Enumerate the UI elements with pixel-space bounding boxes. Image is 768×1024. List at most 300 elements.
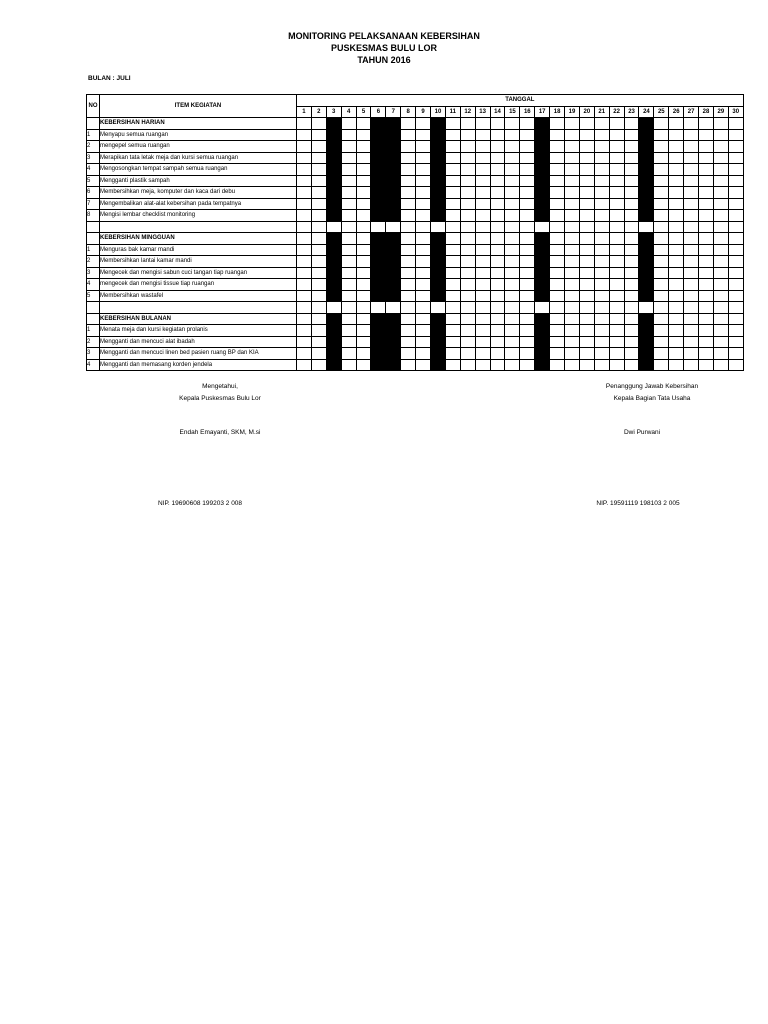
day-cell xyxy=(460,198,475,210)
signature-left-line1: Mengetahui, xyxy=(202,383,238,390)
day-cell xyxy=(565,129,580,141)
day-cell xyxy=(684,325,699,337)
day-cell xyxy=(639,198,654,210)
day-cell xyxy=(624,233,639,245)
day-cell xyxy=(341,348,356,360)
day-cell xyxy=(609,129,624,141)
day-cell xyxy=(699,187,714,199)
day-cell xyxy=(356,302,371,314)
table-row xyxy=(87,279,744,291)
empty-item-cell xyxy=(100,302,297,314)
day-cell xyxy=(654,175,669,187)
day-cell xyxy=(728,279,743,291)
day-cell xyxy=(535,325,550,337)
day-cell xyxy=(505,129,520,141)
day-cell xyxy=(684,210,699,222)
day-cell xyxy=(356,244,371,256)
day-cell xyxy=(654,164,669,176)
day-cell xyxy=(371,210,386,222)
day-cell xyxy=(401,221,416,233)
day-number: 15 xyxy=(505,106,520,118)
day-cell xyxy=(713,175,728,187)
day-cell xyxy=(624,210,639,222)
day-cell xyxy=(728,198,743,210)
day-cell xyxy=(669,336,684,348)
day-cell xyxy=(505,198,520,210)
table-row xyxy=(87,256,744,268)
day-cell xyxy=(550,336,565,348)
day-cell xyxy=(475,118,490,130)
day-cell xyxy=(654,187,669,199)
day-cell xyxy=(639,279,654,291)
day-cell xyxy=(490,244,505,256)
day-cell xyxy=(713,129,728,141)
day-cell xyxy=(684,244,699,256)
day-cell xyxy=(326,348,341,360)
day-cell xyxy=(445,256,460,268)
day-cell xyxy=(654,325,669,337)
day-cell xyxy=(311,348,326,360)
day-cell xyxy=(431,325,446,337)
day-cell xyxy=(460,290,475,302)
day-cell xyxy=(356,348,371,360)
day-cell xyxy=(341,175,356,187)
day-cell xyxy=(565,313,580,325)
day-cell xyxy=(579,152,594,164)
day-cell xyxy=(356,187,371,199)
day-cell xyxy=(639,359,654,371)
day-cell xyxy=(460,244,475,256)
day-cell xyxy=(505,325,520,337)
day-number: 27 xyxy=(684,106,699,118)
day-cell xyxy=(535,118,550,130)
day-cell xyxy=(386,118,401,130)
day-cell xyxy=(356,210,371,222)
day-cell xyxy=(341,244,356,256)
day-cell xyxy=(699,129,714,141)
day-cell xyxy=(684,256,699,268)
day-cell xyxy=(445,118,460,130)
day-cell xyxy=(565,325,580,337)
day-cell xyxy=(460,267,475,279)
day-cell xyxy=(416,267,431,279)
day-cell xyxy=(699,290,714,302)
day-cell xyxy=(431,290,446,302)
day-cell xyxy=(699,359,714,371)
day-cell xyxy=(326,164,341,176)
day-cell xyxy=(550,359,565,371)
row-number: 5 xyxy=(87,290,100,302)
day-cell xyxy=(654,302,669,314)
day-cell xyxy=(431,348,446,360)
table-row xyxy=(87,244,744,256)
day-cell xyxy=(579,359,594,371)
day-cell xyxy=(311,290,326,302)
day-cell xyxy=(624,359,639,371)
day-cell xyxy=(654,256,669,268)
day-cell xyxy=(505,152,520,164)
day-cell xyxy=(416,141,431,153)
day-cell xyxy=(401,175,416,187)
day-cell xyxy=(490,302,505,314)
day-cell xyxy=(669,221,684,233)
day-cell xyxy=(356,313,371,325)
day-cell xyxy=(445,302,460,314)
day-number: 11 xyxy=(445,106,460,118)
day-cell xyxy=(311,210,326,222)
day-cell xyxy=(371,325,386,337)
day-cell xyxy=(490,325,505,337)
day-cell xyxy=(326,187,341,199)
no-header: NO xyxy=(87,95,100,118)
day-cell xyxy=(505,302,520,314)
day-cell xyxy=(401,210,416,222)
day-cell xyxy=(699,164,714,176)
day-cell xyxy=(669,164,684,176)
table-row xyxy=(87,325,744,337)
day-cell xyxy=(401,187,416,199)
day-cell xyxy=(505,348,520,360)
day-cell xyxy=(326,279,341,291)
day-cell xyxy=(431,164,446,176)
day-cell xyxy=(520,210,535,222)
day-cell xyxy=(624,175,639,187)
day-cell xyxy=(490,290,505,302)
day-cell xyxy=(639,129,654,141)
day-cell xyxy=(728,348,743,360)
day-cell xyxy=(594,175,609,187)
day-cell xyxy=(594,141,609,153)
day-cell xyxy=(639,118,654,130)
day-cell xyxy=(505,244,520,256)
day-cell xyxy=(505,164,520,176)
row-number: 3 xyxy=(87,348,100,360)
day-cell xyxy=(505,118,520,130)
day-cell xyxy=(445,233,460,245)
day-cell xyxy=(371,279,386,291)
table-row xyxy=(87,164,744,176)
day-cell xyxy=(728,359,743,371)
day-number: 2 xyxy=(311,106,326,118)
signature-left-nip: NIP. 19690608 199203 2 008 xyxy=(157,500,243,507)
day-cell xyxy=(728,175,743,187)
day-cell xyxy=(684,221,699,233)
monitoring-table xyxy=(86,94,744,371)
day-cell xyxy=(520,198,535,210)
day-cell xyxy=(326,267,341,279)
date-header: TANGGAL xyxy=(297,95,744,107)
day-cell xyxy=(639,336,654,348)
day-cell xyxy=(684,313,699,325)
day-cell xyxy=(520,141,535,153)
day-cell xyxy=(460,302,475,314)
day-cell xyxy=(386,256,401,268)
day-cell xyxy=(699,152,714,164)
day-cell xyxy=(713,198,728,210)
empty-no-cell xyxy=(87,233,100,245)
row-number: 7 xyxy=(87,198,100,210)
signature-right-nip: NIP. 19591119 198103 2 005 xyxy=(596,500,680,507)
day-cell xyxy=(713,313,728,325)
day-cell xyxy=(505,210,520,222)
day-cell xyxy=(431,198,446,210)
day-cell xyxy=(699,336,714,348)
day-cell xyxy=(669,233,684,245)
day-cell xyxy=(356,256,371,268)
day-cell xyxy=(401,279,416,291)
day-cell xyxy=(579,129,594,141)
day-cell xyxy=(579,336,594,348)
day-cell xyxy=(654,313,669,325)
day-cell xyxy=(624,187,639,199)
day-cell xyxy=(684,348,699,360)
day-cell xyxy=(550,348,565,360)
day-cell xyxy=(520,336,535,348)
day-cell xyxy=(475,359,490,371)
day-cell xyxy=(386,313,401,325)
day-cell xyxy=(341,336,356,348)
day-cell xyxy=(684,279,699,291)
day-number: 19 xyxy=(565,106,580,118)
day-cell xyxy=(297,187,312,199)
day-cell xyxy=(579,187,594,199)
day-cell xyxy=(550,198,565,210)
day-cell xyxy=(416,313,431,325)
day-cell xyxy=(460,129,475,141)
day-cell xyxy=(713,164,728,176)
day-cell xyxy=(445,325,460,337)
day-cell xyxy=(728,210,743,222)
table-row xyxy=(87,267,744,279)
day-cell xyxy=(713,359,728,371)
day-cell xyxy=(579,290,594,302)
day-cell xyxy=(505,187,520,199)
activity-item: Mengganti dan mencuci linen bed pasien ruang BP dan KIA xyxy=(100,348,297,360)
day-cell xyxy=(609,244,624,256)
day-cell xyxy=(565,175,580,187)
day-cell xyxy=(609,279,624,291)
day-cell xyxy=(356,279,371,291)
day-cell xyxy=(416,302,431,314)
day-cell xyxy=(326,359,341,371)
day-cell xyxy=(579,302,594,314)
day-cell xyxy=(728,302,743,314)
day-cell xyxy=(684,187,699,199)
signature-right-name: Dwi Purwani xyxy=(623,429,661,436)
day-cell xyxy=(609,313,624,325)
day-cell xyxy=(669,325,684,337)
row-number: 6 xyxy=(87,187,100,199)
day-cell xyxy=(728,290,743,302)
day-cell xyxy=(713,302,728,314)
day-cell xyxy=(416,187,431,199)
day-cell xyxy=(505,336,520,348)
activity-item: Menyapu semua ruangan xyxy=(100,129,297,141)
day-cell xyxy=(535,221,550,233)
day-cell xyxy=(297,302,312,314)
day-cell xyxy=(594,129,609,141)
table-row xyxy=(87,210,744,222)
day-cell xyxy=(550,290,565,302)
day-cell xyxy=(475,279,490,291)
day-cell xyxy=(416,359,431,371)
day-cell xyxy=(624,279,639,291)
day-cell xyxy=(297,244,312,256)
day-cell xyxy=(594,221,609,233)
day-cell xyxy=(416,336,431,348)
day-cell xyxy=(386,129,401,141)
day-cell xyxy=(639,175,654,187)
day-cell xyxy=(594,233,609,245)
day-cell xyxy=(520,359,535,371)
day-cell xyxy=(475,221,490,233)
day-cell xyxy=(311,313,326,325)
day-cell xyxy=(341,313,356,325)
day-cell xyxy=(565,152,580,164)
day-cell xyxy=(311,244,326,256)
day-cell xyxy=(416,221,431,233)
day-cell xyxy=(356,359,371,371)
day-cell xyxy=(371,233,386,245)
day-cell xyxy=(460,279,475,291)
day-cell xyxy=(371,141,386,153)
day-cell xyxy=(460,256,475,268)
day-cell xyxy=(684,290,699,302)
day-cell xyxy=(386,221,401,233)
day-cell xyxy=(356,290,371,302)
day-cell xyxy=(311,164,326,176)
day-cell xyxy=(624,325,639,337)
day-cell xyxy=(684,152,699,164)
day-cell xyxy=(297,336,312,348)
day-cell xyxy=(371,129,386,141)
day-cell xyxy=(475,129,490,141)
day-cell xyxy=(401,152,416,164)
day-cell xyxy=(490,141,505,153)
day-cell xyxy=(609,152,624,164)
day-cell xyxy=(669,244,684,256)
item-header: ITEM KEGIATAN xyxy=(100,95,297,118)
day-cell xyxy=(416,325,431,337)
day-cell xyxy=(386,325,401,337)
day-number: 18 xyxy=(550,106,565,118)
day-cell xyxy=(326,302,341,314)
signature-right-line2: Kepala Bagian Tata Usaha xyxy=(613,395,691,402)
day-number: 14 xyxy=(490,106,505,118)
day-cell xyxy=(713,267,728,279)
day-cell xyxy=(624,118,639,130)
day-cell xyxy=(639,267,654,279)
row-number: 1 xyxy=(87,325,100,337)
day-cell xyxy=(326,175,341,187)
day-cell xyxy=(431,233,446,245)
activity-item: mengecek dan mengisi tissue tiap ruangan xyxy=(100,279,297,291)
day-cell xyxy=(460,141,475,153)
day-cell xyxy=(728,118,743,130)
day-cell xyxy=(445,279,460,291)
day-cell xyxy=(386,198,401,210)
day-cell xyxy=(297,198,312,210)
day-cell xyxy=(326,256,341,268)
day-cell xyxy=(445,129,460,141)
day-cell xyxy=(654,210,669,222)
row-number: 3 xyxy=(87,152,100,164)
spacer-row xyxy=(87,302,744,314)
day-number: 7 xyxy=(386,106,401,118)
day-cell xyxy=(699,256,714,268)
day-cell xyxy=(550,187,565,199)
day-cell xyxy=(654,152,669,164)
day-cell xyxy=(699,221,714,233)
day-cell xyxy=(356,233,371,245)
day-cell xyxy=(728,244,743,256)
day-cell xyxy=(490,210,505,222)
day-cell xyxy=(713,336,728,348)
day-cell xyxy=(311,233,326,245)
day-cell xyxy=(475,302,490,314)
day-cell xyxy=(311,152,326,164)
day-cell xyxy=(326,118,341,130)
day-cell xyxy=(579,198,594,210)
day-cell xyxy=(416,244,431,256)
day-cell xyxy=(669,267,684,279)
day-number: 23 xyxy=(624,106,639,118)
day-cell xyxy=(445,244,460,256)
day-cell xyxy=(297,141,312,153)
day-cell xyxy=(311,187,326,199)
day-cell xyxy=(297,210,312,222)
day-cell xyxy=(624,348,639,360)
day-cell xyxy=(297,267,312,279)
day-cell xyxy=(416,210,431,222)
day-cell xyxy=(460,325,475,337)
day-cell xyxy=(550,256,565,268)
empty-item-cell xyxy=(100,221,297,233)
day-cell xyxy=(341,325,356,337)
day-cell xyxy=(639,244,654,256)
day-cell xyxy=(565,198,580,210)
day-cell xyxy=(460,313,475,325)
day-cell xyxy=(669,210,684,222)
day-cell xyxy=(445,348,460,360)
day-cell xyxy=(639,290,654,302)
day-cell xyxy=(505,267,520,279)
day-cell xyxy=(594,244,609,256)
day-cell xyxy=(341,279,356,291)
day-cell xyxy=(475,175,490,187)
activity-item: Menata meja dan kursi kegiatan prolanis xyxy=(100,325,297,337)
day-cell xyxy=(401,336,416,348)
day-number: 29 xyxy=(713,106,728,118)
section-row xyxy=(87,233,744,245)
day-cell xyxy=(311,129,326,141)
section-row xyxy=(87,313,744,325)
day-cell xyxy=(565,210,580,222)
day-cell xyxy=(401,244,416,256)
day-cell xyxy=(684,175,699,187)
day-number: 1 xyxy=(297,106,312,118)
day-cell xyxy=(654,198,669,210)
day-cell xyxy=(713,210,728,222)
day-cell xyxy=(565,118,580,130)
day-cell xyxy=(311,198,326,210)
day-cell xyxy=(460,164,475,176)
day-cell xyxy=(609,325,624,337)
day-cell xyxy=(699,118,714,130)
day-cell xyxy=(594,359,609,371)
day-cell xyxy=(416,256,431,268)
day-cell xyxy=(401,267,416,279)
